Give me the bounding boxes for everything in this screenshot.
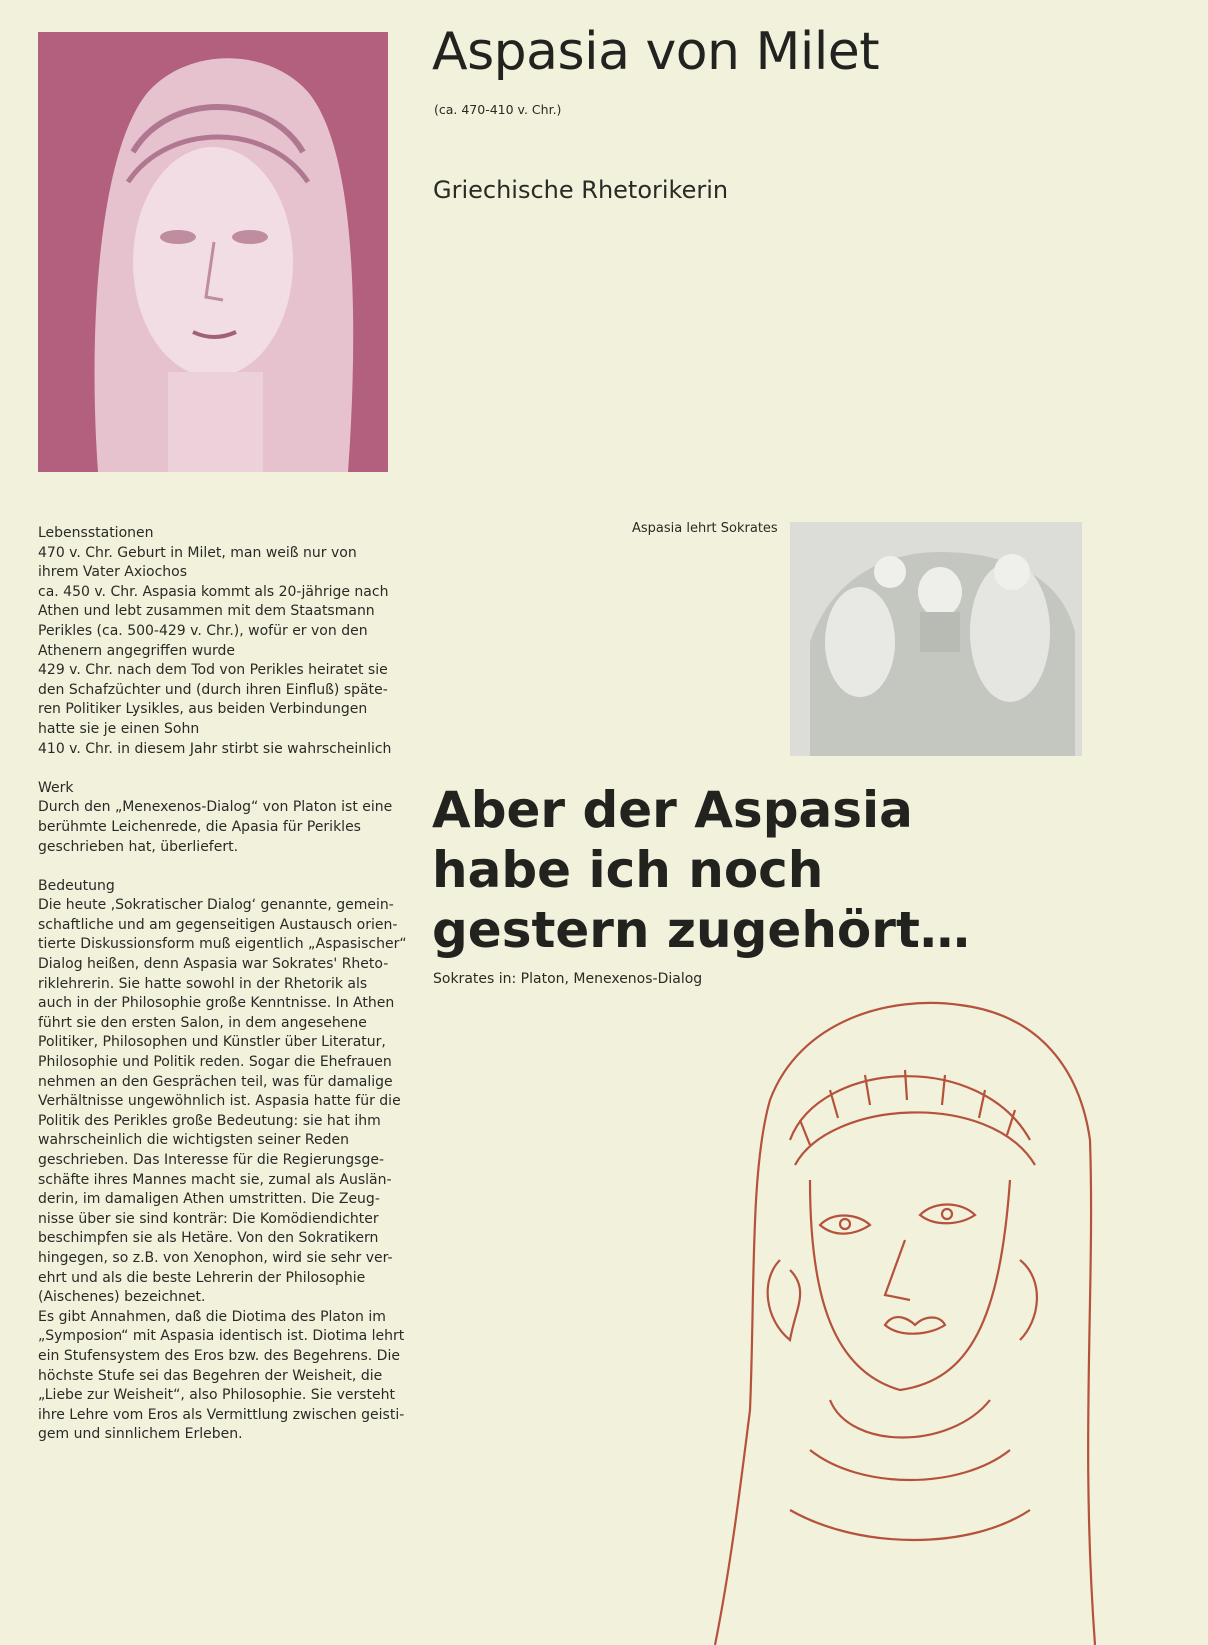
text-line: Athenern angegriffen wurde <box>38 642 236 659</box>
text-line: ihrem Vater Axiochos <box>38 564 188 581</box>
quote-source: Sokrates in: Platon, Menexenos-Dialog <box>433 971 703 987</box>
text-line: ehrt und als die beste Lehrerin der Philosophie <box>38 1269 366 1286</box>
section-heading-bedeutung: Bedeutung <box>38 877 115 894</box>
text-line: riklehrerin. Sie hatte sowohl in der Rhetorik als <box>38 975 368 992</box>
text-line: Politiker, Philosophen und Künstler über Literatur, <box>38 1034 386 1051</box>
text-line: „Symposion“ mit Aspasia identisch ist. Diotima lehrt <box>38 1328 405 1345</box>
text-line: „Liebe zur Weisheit“, also Philosophie. Sie versteht <box>38 1387 395 1404</box>
werk-text <box>38 798 408 857</box>
text-line: berühmte Leichenrede, die Apasia für Perikles <box>38 818 361 835</box>
text-line: den Schafzüchter und (durch ihren Einfluß) späte- <box>38 681 388 698</box>
text-line: Verhältnisse ungewöhnlich ist. Aspasia hatte für die <box>38 1093 401 1110</box>
quote <box>432 780 970 960</box>
quote-line: habe ich noch <box>432 841 824 899</box>
quote-line: gestern zugehört… <box>432 901 970 959</box>
subtitle: Griechische Rhetorikerin <box>433 176 729 204</box>
text-line: derin, im damaligen Athen umstritten. Die Zeug- <box>38 1191 380 1208</box>
text-line: ren Politiker Lysikles, aus beiden Verbindungen <box>38 701 368 718</box>
text-line: schaftliche und am gegenseitigen Austausch orien- <box>38 916 398 933</box>
biography-column <box>38 524 408 1445</box>
text-line: 410 v. Chr. in diesem Jahr stirbt sie wahrscheinlich <box>38 740 392 757</box>
text-line: geschrieben. Das Interesse für die Regierungsge- <box>38 1152 385 1168</box>
text-line: Athen und lebt zusammen mit dem Staatsmann <box>38 603 375 620</box>
text-line: 470 v. Chr. Geburt in Milet, man weiß nur von <box>38 544 357 561</box>
text-line: Perikles (ca. 500-429 v. Chr.), wofür er von den <box>38 622 368 639</box>
bedeutung-text <box>38 896 408 1445</box>
text-line: Dialog heißen, denn Aspasia war Sokrates' Rheto- <box>38 956 389 973</box>
section-heading-werk: Werk <box>38 779 74 796</box>
aspasia-bust-photo <box>38 32 388 472</box>
text-line: 429 v. Chr. nach dem Tod von Perikles heiratet sie <box>38 662 388 679</box>
text-line: Politik des Perikles große Bedeutung: sie hat ihm <box>38 1112 381 1129</box>
text-line: auch in der Philosophie große Kenntnisse. In Athen <box>38 995 395 1012</box>
text-line: führt sie den ersten Salon, in dem angesehene <box>38 1014 367 1031</box>
relief-photo <box>790 522 1082 756</box>
text-line: beschimpfen sie als Hetäre. Von den Sokratikern <box>38 1230 379 1247</box>
quote-line: Aber der Aspasia <box>432 781 913 839</box>
section-heading-lebensstationen: Lebensstationen <box>38 525 154 541</box>
text-line: ca. 450 v. Chr. Aspasia kommt als 20-jährige nach <box>38 583 389 600</box>
text-line: hingegen, so z.B. von Xenophon, wird sie sehr ver- <box>38 1249 393 1266</box>
text-line: nisse über sie sind konträr: Die Komödiendichter <box>38 1210 379 1227</box>
text-line: ihre Lehre vom Eros als Vermittlung zwischen geisti- <box>38 1406 405 1423</box>
text-line: Durch den „Menexenos-Dialog“ von Platon ist eine <box>38 799 393 816</box>
relief-caption: Aspasia lehrt Sokrates <box>632 521 778 536</box>
lebensstationen-text <box>38 544 408 760</box>
aspasia-line-drawing <box>700 990 1140 1645</box>
text-line: gem und sinnlichem Erleben. <box>38 1426 243 1443</box>
text-line: höchste Stufe sei das Begehren der Weisheit, die <box>38 1367 383 1384</box>
text-line: nehmen an den Gesprächen teil, was für damalige <box>38 1073 393 1090</box>
text-line: schäfte ihres Mannes macht sie, zumal als Auslän- <box>38 1171 392 1188</box>
text-line: hatte sie je einen Sohn <box>38 720 200 737</box>
text-line: ein Stufensystem des Eros bzw. des Begehrens. Die <box>38 1347 400 1364</box>
life-dates: (ca. 470-410 v. Chr.) <box>434 102 562 117</box>
text-line: geschrieben hat, überliefert. <box>38 838 239 855</box>
text-line: (Aischenes) bezeichnet. <box>38 1289 206 1306</box>
text-line: Es gibt Annahmen, daß die Diotima des Platon im <box>38 1308 386 1325</box>
text-line: tierte Diskussionsform muß eigentlich „Aspasischer“ <box>38 936 407 953</box>
text-line: wahrscheinlich die wichtigsten seiner Reden <box>38 1132 350 1149</box>
page-title: Aspasia von Milet <box>432 22 880 82</box>
text-line: Die heute ‚Sokratischer Dialog‘ genannte, gemein- <box>38 897 394 914</box>
text-line: Philosophie und Politik reden. Sogar die Ehefrauen <box>38 1054 392 1071</box>
